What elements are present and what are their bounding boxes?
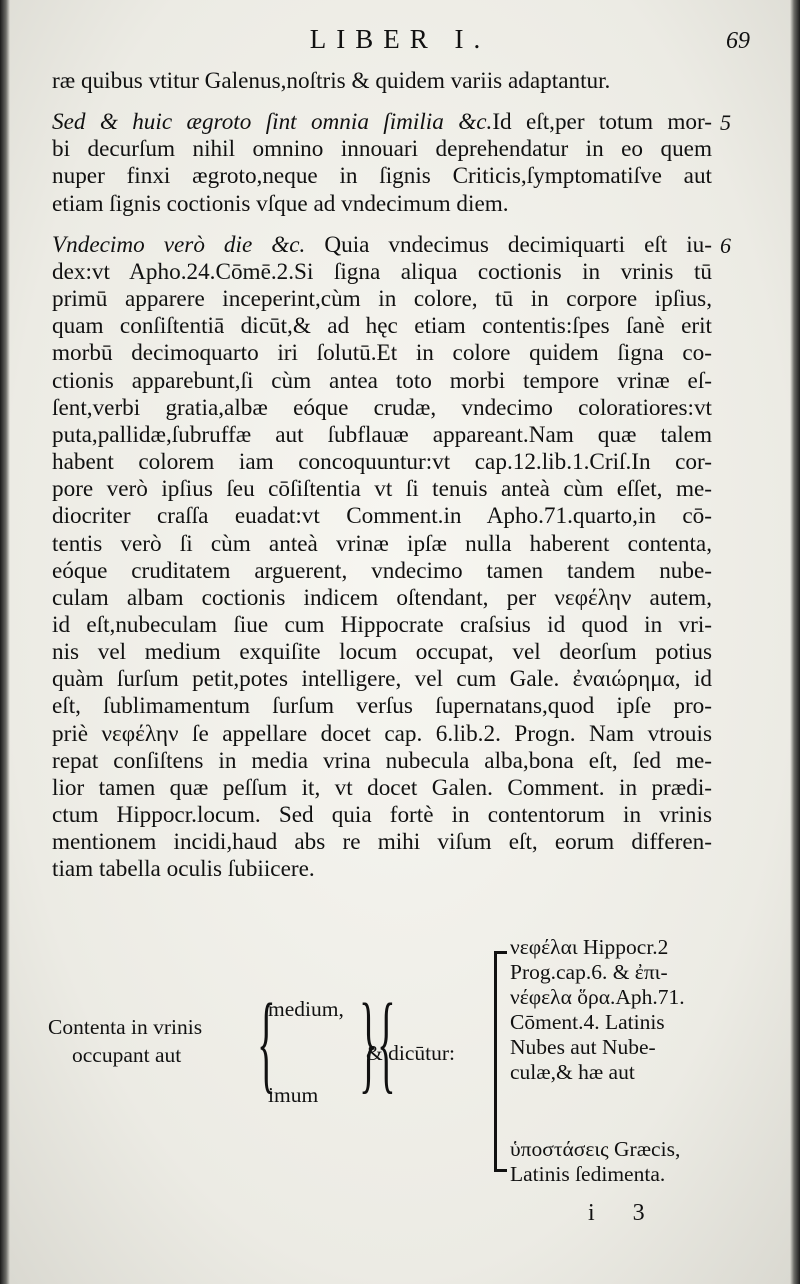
text-line: nuper finxi ægroto,neque in ſignis Criticis,ſymptomatiſve aut	[52, 163, 712, 190]
text-line: habent colorem iam concoquuntur:vt cap.12.lib.1.Criſ.In cor-	[52, 449, 712, 476]
table-left-label: Contenta in vrinis	[48, 1015, 203, 1039]
text-line: priè νεφέλην ſe appellare docet cap. 6.lib.2. Progn. Nam vtrouis	[52, 720, 712, 747]
right-brace: }	[359, 981, 378, 1103]
text-line: puta,pallidæ,ſubruffæ aut ſubflauæ appareant.Nam quæ talem	[52, 421, 712, 448]
paragraph-sed-huic	[52, 109, 731, 218]
text-line: quam conſiſtentiā dicūt,& ad hęc etiam contentis:ſpes ſanè erit	[52, 313, 712, 340]
lemma-commentary: Quia vndecimus decimiquarti eſt iu-	[324, 231, 712, 258]
paragraph-vndecimo	[52, 231, 731, 884]
margin-number: 6	[720, 232, 731, 258]
lemma-commentary: Id eſt,per totum mor-	[492, 109, 712, 136]
text-line: ctionis apparebunt,ſi cùm antea toto morbi tempore vrinæ eſ-	[52, 367, 712, 394]
text-line: ctum Hippocr.locum. Sed quia fortè in contentorum in vrinis	[52, 802, 712, 829]
urine-contents-table	[42, 935, 732, 1215]
running-title: LIBER I.	[309, 24, 491, 54]
text-line: morbū decimoquarto iri ſolutū.Et in colore quidem ſigna co-	[52, 340, 712, 367]
page-edge-shadow-left	[0, 0, 10, 1284]
table-verb: & dicūtur:	[366, 1041, 455, 1065]
page-number: 69	[726, 28, 750, 54]
table-right-column	[510, 935, 732, 1187]
right-bracket	[494, 951, 507, 1172]
page-edge-shadow-right	[790, 0, 800, 1284]
table-option: medium,	[268, 997, 344, 1021]
table-option: imum	[268, 1083, 319, 1107]
table-right-line: Cōment.4. Latinis	[510, 1010, 665, 1034]
table-right-line: culæ,& hæ aut	[510, 1060, 635, 1084]
left-brace: {	[257, 981, 276, 1103]
text-line: tiam tabella oculis ſubiicere.	[52, 856, 315, 883]
text-line	[52, 231, 731, 259]
text-line: tentis verò ſi cùm anteà vrinæ ipſæ nulla haberent contenta,	[52, 530, 712, 557]
table-right-line: νεφέλαι Hippocr.2	[510, 935, 669, 959]
text-line: dex:vt Apho.24.Cōmē.2.Si ſigna aliqua coctionis in vrinis tū	[52, 258, 712, 285]
text-line: ræ quibus vtitur Galenus,noſtris & quidem variis adaptantur.	[52, 68, 611, 94]
text-line: eſt, ſublimamentum ſurſum verſus ſupernatans,quod ipſe pro-	[52, 693, 712, 720]
text-line: etiam ſignis coctionis vſque ad vndecimum diem.	[52, 190, 509, 217]
signature-mark: i 3	[588, 1200, 661, 1226]
table-left-label: occupant aut	[72, 1043, 182, 1067]
margin-number: 5	[720, 110, 731, 136]
table-right-line: νέφελα ὅρα.Aph.71.	[510, 985, 685, 1009]
table-right-line: ὑποστάσεις Græcis,	[510, 1137, 681, 1161]
text-line: nis vel medium exquiſite locum occupat, vel deorſum potius	[52, 639, 712, 666]
text-line: primū apparere inceperint,cùm in colore, tū in corpore ipſius,	[52, 286, 712, 313]
text-line: quàm ſurſum petit,potes intelligere, vel cum Gale. ἐναιώρημα, id	[52, 666, 712, 693]
text-line: id eſt,nubeculam ſiue cum Hippocrate craſsius id quod in vri-	[52, 611, 712, 638]
text-line: ſent,verbi gratia,albæ eóque crudæ, vndecimo coloratiores:vt	[52, 394, 712, 421]
lemma: Sed & huic ægroto ſint omnia ſimilia &c.	[52, 109, 493, 136]
brace-joiner: {	[377, 981, 396, 1103]
table-right-line: Prog.cap.6. & ἐπι-	[510, 960, 668, 984]
text-line: diocriter craſſa euadat:vt Comment.in Apho.71.quarto,in cō-	[52, 503, 712, 530]
text-line: pore verò ipſius ſeu cōſiſtentia vt ſi tenuis anteà cùm eſſet, me-	[52, 476, 712, 503]
body-text	[52, 68, 731, 884]
text-line: eóque cruditatem arguerent, vndecimo tamen tandem nube-	[52, 557, 712, 584]
table-right-line: Nubes aut Nube-	[510, 1035, 656, 1059]
text-line: mentionem incidi,haud abs re mihi viſum eſt, eorum differen-	[52, 829, 712, 856]
text-line: lior tamen quæ peſſum it, vt docet Galen. Comment. in prædi-	[52, 774, 712, 801]
text-line	[52, 109, 731, 136]
text-line: culam albam coctionis indicem oſtendant, per νεφέλην autem,	[52, 584, 712, 611]
page-header	[70, 24, 750, 58]
text-line: repat conſiſtens in media vrina nubecula alba,bona eſt, ſed me-	[52, 747, 712, 774]
table-right-line: Latinis ſedimenta.	[510, 1162, 666, 1186]
text-line: bi decurſum nihil omnino innouari deprehendatur in eo quem	[52, 136, 712, 163]
lemma: Vndecimo verò die &c.	[52, 231, 306, 258]
